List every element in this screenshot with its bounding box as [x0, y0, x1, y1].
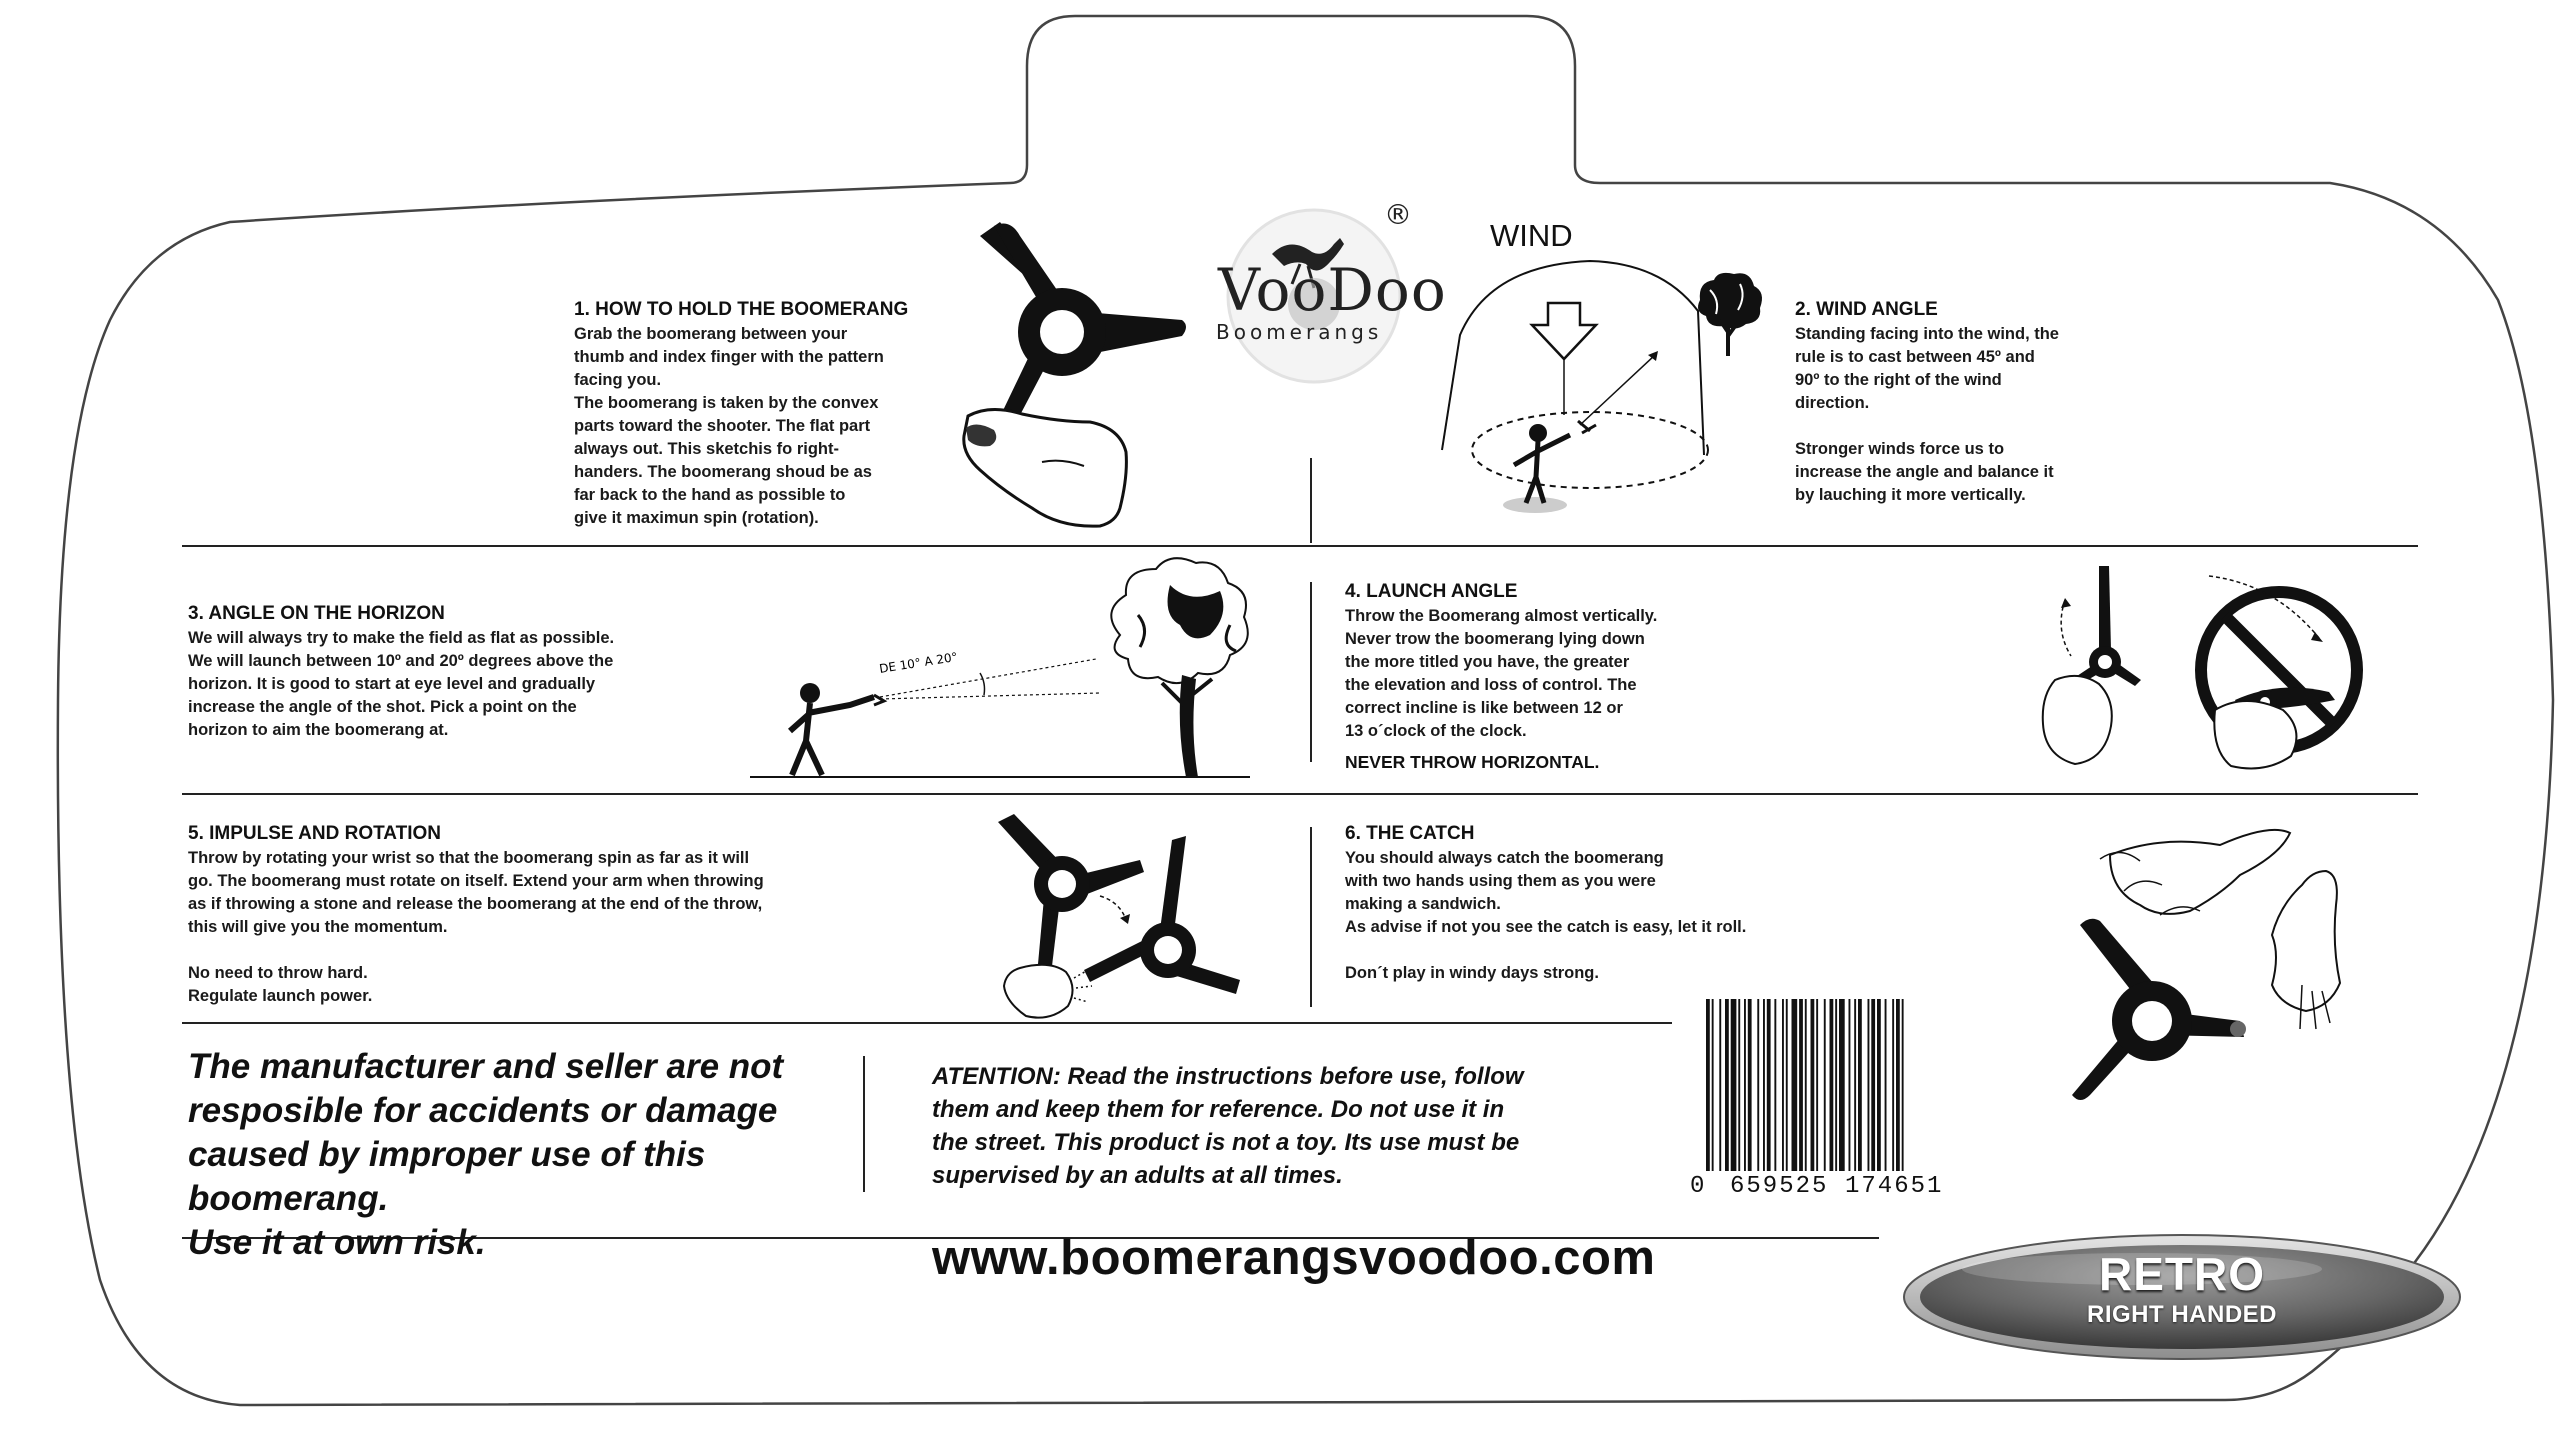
barcode-bar — [1896, 999, 1900, 1171]
section-title: 4. LAUNCH ANGLE — [1345, 581, 1518, 602]
barcode-bar — [1763, 999, 1765, 1171]
horizon-throw-illustration — [750, 555, 1260, 785]
hold-boomerang-illustration — [950, 208, 1200, 533]
barcode-bar — [1782, 999, 1784, 1171]
barcode-bar — [1799, 999, 1803, 1171]
divider-vertical-low — [1310, 827, 1312, 1007]
divider-vertical-mid — [1310, 582, 1312, 762]
barcode-bar — [1854, 999, 1856, 1171]
barcode-bar — [1892, 999, 1894, 1171]
warning-note: NEVER THROW HORIZONTAL. — [1345, 752, 1600, 772]
barcode-bar — [1706, 999, 1710, 1171]
angle-label: DE 10° A 20° — [878, 649, 959, 676]
barcode-bar — [1748, 999, 1752, 1171]
barcode-bar — [1902, 999, 1904, 1171]
website-url: www.boomerangsvoodoo.com — [932, 1231, 1656, 1285]
launch-angle-illustration — [2035, 560, 2375, 780]
section-launch-angle — [1345, 580, 1745, 774]
section-body: Throw the Boomerang almost vertically. Never trow the boomerang lying down the more titled you have, the greater the elevation and loss of control. The correct incline is like between 12 or 13 o´clock of the clock. — [1345, 607, 1658, 740]
badge-subtitle: RIGHT HANDED — [2087, 1301, 2277, 1328]
barcode-bar — [1767, 999, 1771, 1171]
boomerang-icon-2 — [1084, 836, 1240, 994]
section-title: 2. WIND ANGLE — [1795, 299, 1938, 320]
section-title: 1. HOW TO HOLD THE BOOMERANG — [574, 299, 909, 320]
section-title: 6. THE CATCH — [1345, 823, 1475, 844]
section-title: 5. IMPULSE AND ROTATION — [188, 823, 441, 844]
boomerang-icon-3 — [2072, 919, 2246, 1100]
barcode-group-1: 659525 — [1730, 1173, 1829, 1200]
barcode-bar — [1774, 999, 1776, 1171]
barcode-bar — [1757, 999, 1759, 1171]
registered-mark: ® — [1384, 198, 1412, 231]
section-wind-angle — [1795, 298, 2115, 507]
boomerang-icon-1 — [998, 814, 1144, 966]
brand-subtitle: Boomerangs — [1216, 320, 1383, 344]
section-body: We will always try to make the field as flat as possible. We will launch between 10º and 20º degrees above the horizon. It is good to start at eye level and gradually increase the angle of the shot. Pick a point on the horizon to aim the boomerang at. — [188, 629, 615, 739]
tree-icon — [1690, 270, 1770, 360]
barcode-bars — [1706, 999, 1956, 1171]
barcode-bar — [1786, 999, 1788, 1171]
divider-row-2 — [182, 793, 2418, 795]
section-body: You should always catch the boomerang with two hands using them as you were making a sandwich. As advise if not you see the catch is easy, let it roll. Don´t play in windy days strong. — [1345, 849, 1747, 982]
barcode-bar — [1738, 999, 1740, 1171]
section-horizon — [188, 602, 688, 742]
barcode-bar — [1824, 999, 1826, 1171]
section-body: Throw by rotating your wrist so that the boomerang spin as far as it will go. The boomerang must rotate on itself. Extend your arm when throwing as if throwing a stone and release the boomerang at the end of the throw, this will give you the momentum. No need to throw hard. Regulate launch power. — [188, 849, 764, 1005]
section-body: Standing facing into the wind, the rule is to cast between 45º and 90º to the right of the wind direction. Stronger winds force us to increase the angle and balance it by lauching it more vertically. — [1795, 325, 2059, 504]
section-impulse — [188, 822, 808, 1008]
section-hold — [574, 298, 974, 530]
barcode-bar — [1877, 999, 1881, 1171]
barcode-bar — [1816, 999, 1818, 1171]
catch-illustration — [2040, 815, 2370, 1120]
barcode-bar — [1868, 999, 1870, 1171]
section-title: 3. ANGLE ON THE HORIZON — [188, 603, 445, 624]
badge-title: RETRO — [2099, 1248, 2265, 1300]
barcode-bar — [1830, 999, 1834, 1171]
barcode-bar — [1805, 999, 1807, 1171]
barcode-bar — [1885, 999, 1887, 1171]
brand-logo — [1210, 198, 1447, 394]
barcode-bar — [1725, 999, 1729, 1171]
disclaimer-text: The manufacturer and seller are not resposible for accidents or damage caused by improper use of this boomerang. Use it at own risk. — [188, 1047, 784, 1262]
barcode-bar — [1871, 999, 1875, 1171]
barcode-group-2: 174651 — [1845, 1173, 1944, 1200]
barcode-bar — [1744, 999, 1746, 1171]
barcode-left-digit: 0 — [1690, 1173, 1707, 1200]
barcode-bar — [1839, 999, 1845, 1171]
barcode-bar — [1712, 999, 1714, 1171]
section-body: Grab the boomerang between your thumb and index finger with the pattern facing you. The boomerang is taken by the convex parts toward the shooter. The flat part always out. This sketchis fo right- handers. The boomerang shoud be as far back to the hand as possible to give it maximun spin (rotation). — [574, 325, 884, 527]
barcode — [1690, 995, 1970, 1205]
barcode-bar — [1731, 999, 1737, 1171]
brand-name: VooDoo — [1218, 256, 1447, 324]
barcode-bar — [1811, 999, 1815, 1171]
impulse-rotation-illustration — [990, 810, 1260, 1025]
barcode-bar — [1835, 999, 1837, 1171]
divider-row-3 — [182, 1022, 1672, 1024]
barcode-bar — [1858, 999, 1862, 1171]
retro-badge — [1892, 1225, 2472, 1365]
barcode-bar — [1849, 999, 1851, 1171]
barcode-bar — [1719, 999, 1721, 1171]
attention-text: ATENTION: Read the instructions before use, follow them and keep them for reference. Do not use it in the street. This product is not a toy. Its use must be supervised by an adults at all times. — [932, 1063, 1524, 1189]
barcode-bar — [1792, 999, 1798, 1171]
divider-row-1 — [182, 545, 2418, 547]
wind-label: WIND — [1490, 218, 1573, 253]
section-catch — [1345, 822, 1805, 985]
divider-vertical-top — [1310, 458, 1312, 543]
